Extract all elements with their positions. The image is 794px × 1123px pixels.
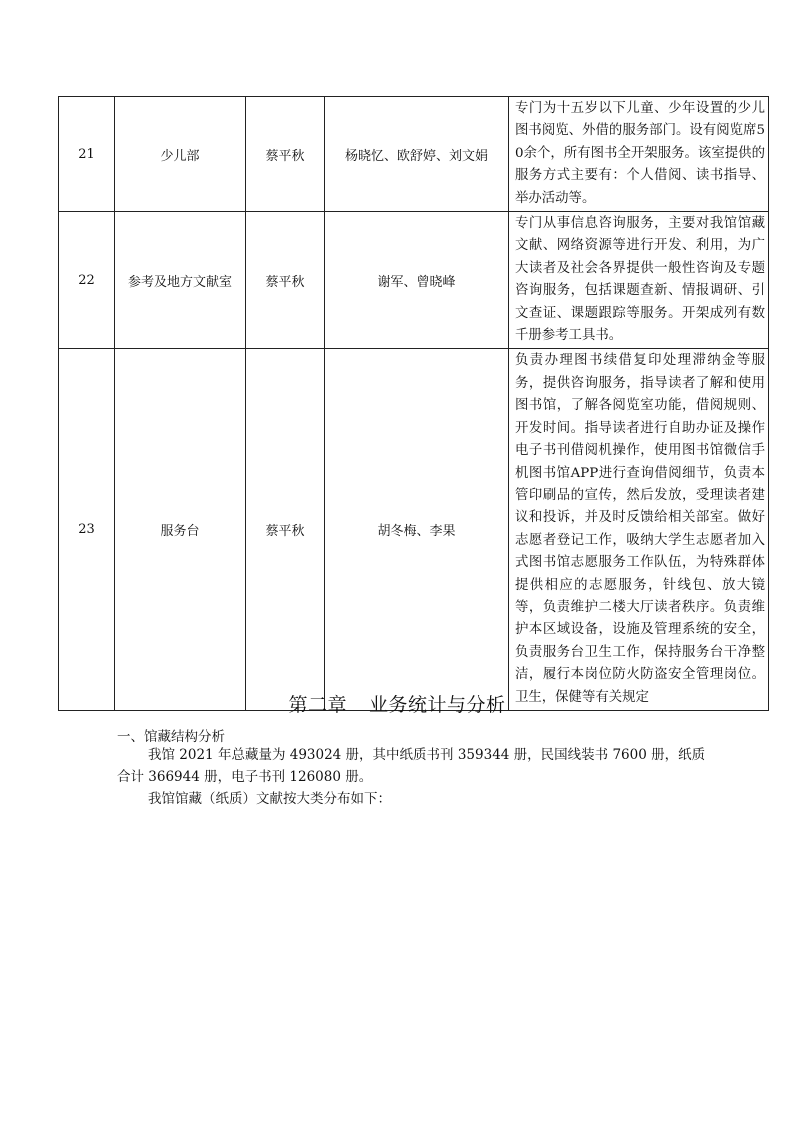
department-name: 服务台 [115,349,246,711]
department-duty: 负责办理图书续借复印处理滞纳金等服务，提供咨询服务，指导读者了解和使用图书馆，了解各阅览室功能，借阅规则、开发时间。指导读者进行自助办证及操作电子书刊借阅机操作，使用图书馆微信手机图书馆APP进行查询借阅细节，负责本管印刷品的宣传，然后发放，受理读者建议和投诉，并及时反馈给相关部室。做好志愿者登记工作，吸纳大学生志愿者加入式图书馆志愿服务工作队伍，为特殊群体提供相应的志愿服务，针线包、放大镜等，负责维护二楼大厅读者秩序。负责维护本区域设备，设施及管理系统的安全，负责服务台卫生工作，保持服务台干净整洁，履行本岗位防火防盗安全管理岗位。卫生，保健等有关规定 [509,349,769,711]
department-head: 蔡平秋 [246,349,325,711]
row-number: 22 [59,212,115,349]
section-heading: 一、馆藏结构分析 [117,729,225,745]
department-table [58,96,769,711]
table-row [59,97,769,212]
department-name: 少儿部 [115,97,246,212]
paragraph-line: 合计 366944 册，电子书刊 126080 册。 [117,769,373,785]
chapter-number: 第二章 [288,694,347,716]
department-name: 参考及地方文献室 [115,212,246,349]
department-head: 蔡平秋 [246,212,325,349]
paragraph-line: 我馆 2021 年总藏量为 493024 册，其中纸质书刊 359344 册，民国线装书 7600 册，纸质 [148,747,706,763]
table-row [59,349,769,711]
table-row [59,212,769,349]
department-staff: 杨晓忆、欧舒婷、刘文娟 [325,97,509,212]
row-number: 21 [59,97,115,212]
row-number: 23 [59,349,115,711]
department-staff: 胡冬梅、李果 [325,349,509,711]
department-duty: 专门为十五岁以下儿童、少年设置的少儿图书阅览、外借的服务部门。设有阅览席50余个，所有图书全开架服务。该室提供的服务方式主要有：个人借阅、读书指导、举办活动等。 [509,97,769,212]
paragraph: 我馆馆藏（纸质）文献按大类分布如下： [148,791,391,807]
department-head: 蔡平秋 [246,97,325,212]
department-staff: 谢军、曾晓峰 [325,212,509,349]
chapter-heading [0,690,794,717]
chapter-title: 业务统计与分析 [369,694,506,716]
department-duty: 专门从事信息咨询服务，主要对我馆馆藏文献、网络资源等进行开发、利用，为广大读者及社会各界提供一般性咨询及专题咨询服务，包括课题查新、情报调研、引文查证、课题跟踪等服务。开架成列有数千册参考工具书。 [509,212,769,349]
